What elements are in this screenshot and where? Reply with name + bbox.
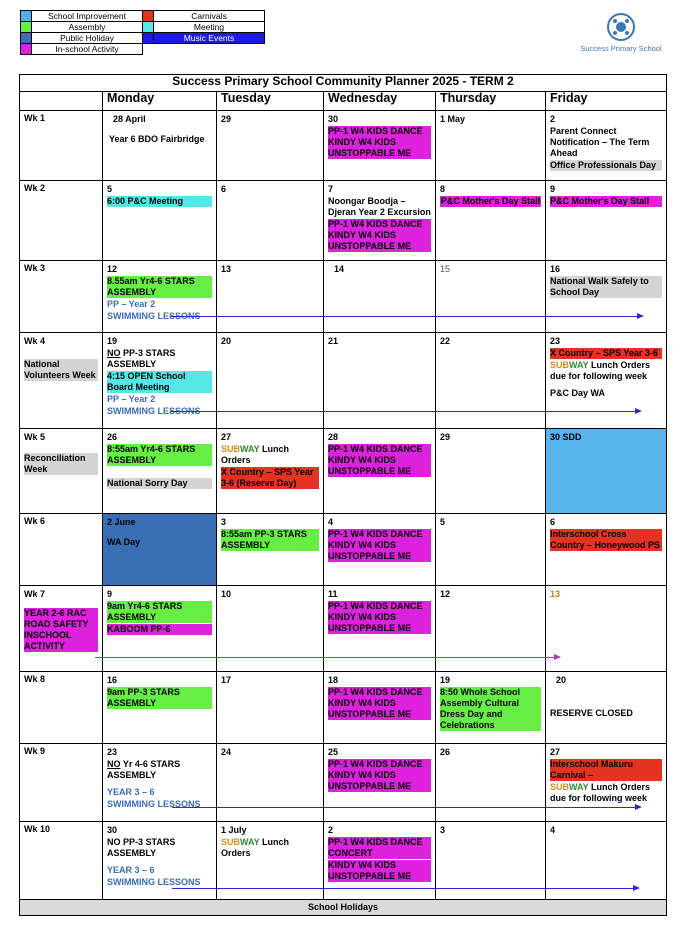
event-swimming: YEAR 3 – 6: [107, 865, 155, 875]
day-cell: [103, 261, 217, 333]
day-header-tuesday: Tuesday: [217, 92, 324, 111]
day-cell: [217, 181, 324, 261]
event: Noongar Boodja – Djeran Year 2 Excursion: [328, 196, 431, 217]
date: 8: [440, 184, 446, 194]
date: 16: [550, 264, 561, 274]
day-cell: [324, 672, 436, 744]
week-row: [20, 514, 667, 586]
day-cell: [217, 586, 324, 672]
event-swimming: YEAR 3 – 6: [107, 787, 155, 797]
date: 29: [221, 114, 232, 124]
date: 24: [221, 747, 232, 757]
date: 13: [221, 264, 232, 274]
date: 9: [550, 184, 556, 194]
day-cell: [546, 744, 667, 822]
day-cell: [436, 744, 546, 822]
event-swimming: SWIMMING LESSONS: [107, 799, 201, 809]
legend-label: Music Events: [154, 33, 265, 44]
event: NO PP-3 STARS ASSEMBLY: [107, 837, 176, 858]
date: 3: [221, 517, 227, 527]
date: 29: [440, 432, 451, 442]
date: 3: [440, 825, 446, 835]
date: 25: [328, 747, 339, 757]
date: 12: [440, 589, 451, 599]
event-text: Lunch Orders: [221, 444, 290, 465]
day-cell: [546, 181, 667, 261]
day-header-wednesday: Wednesday: [324, 92, 436, 111]
event-text: Lunch Orders due for following week: [550, 782, 651, 803]
legend-swatch-carnivals: [143, 11, 154, 22]
week-label: [20, 181, 103, 261]
date: 4: [550, 825, 556, 835]
date: 2: [550, 114, 556, 124]
school-logo: [575, 12, 667, 53]
event-swimming: SWIMMING LESSONS: [107, 311, 201, 321]
week-label: [20, 672, 103, 744]
date: 28: [328, 432, 339, 442]
day-cell: [436, 429, 546, 514]
date: 2 June: [107, 517, 136, 527]
date: 19: [440, 675, 451, 685]
week-label: [20, 586, 103, 672]
week-number: Wk 8: [24, 674, 46, 684]
date: 19: [107, 336, 118, 346]
school-logo-icon: [606, 12, 636, 42]
date: 18: [328, 675, 339, 685]
day-cell: [103, 744, 217, 822]
date: 10: [221, 589, 232, 599]
day-cell: [436, 672, 546, 744]
day-cell: [324, 181, 436, 261]
date: 5: [107, 184, 113, 194]
event-carnival: Interschool Makuru Carnival –: [550, 759, 662, 781]
date: 30: [107, 825, 118, 835]
date: 17: [221, 675, 232, 685]
legend-label: Meeting: [154, 22, 265, 33]
week-row: [20, 111, 667, 181]
date: 16: [107, 675, 118, 685]
event: [221, 837, 319, 859]
week-row: [20, 181, 667, 261]
event-in-school-activity: PP-1 W4 KIDS DANCE KINDY W4 KIDS UNSTOPPABLE ME: [328, 219, 431, 252]
event: [550, 360, 662, 382]
event-carnival: X Country – SPS Year 3-6 (Reserve Day): [221, 467, 319, 489]
swimming-continues-arrow: [170, 316, 642, 317]
event: [221, 444, 319, 466]
day-cell: [436, 514, 546, 586]
event-in-school-activity: PP-1 W4 KIDS DANCE CONCERT: [328, 837, 431, 859]
week-label: [20, 744, 103, 822]
school-holidays-footer: School Holidays: [20, 900, 667, 916]
date: 4: [328, 517, 334, 527]
date: 30 SDD: [550, 432, 582, 442]
event-text: Lunch Orders: [221, 837, 290, 858]
day-header-friday: Friday: [546, 92, 667, 111]
event-text: Yr 4-6 STARS ASSEMBLY: [107, 759, 181, 780]
legend-swatch-assembly: [21, 22, 32, 33]
week-row: [20, 672, 667, 744]
legend-swatch-school-improvement: [21, 11, 32, 22]
school-logo-name: Success Primary School: [580, 44, 662, 53]
event-text: PP-3 STARS ASSEMBLY: [107, 348, 176, 369]
week-number: Wk 7: [24, 589, 46, 599]
week-row: [20, 586, 667, 672]
day-cell: [546, 672, 667, 744]
date: 20: [556, 675, 567, 685]
event-assembly: 8:55am Yr4-6 STARS ASSEMBLY: [107, 444, 212, 466]
date: 23: [107, 747, 118, 757]
date: 12: [107, 264, 118, 274]
day-cell: [546, 586, 667, 672]
event-assembly: 8:55am PP-3 STARS ASSEMBLY: [221, 529, 319, 551]
event-text: Lunch Orders due for following week: [550, 360, 651, 381]
date: 2: [328, 825, 334, 835]
date: 15: [440, 264, 451, 274]
event-assembly: 8:50 Whole School Assembly Cultural Dress Day and Celebrations: [440, 687, 541, 731]
subway-way: WAY: [240, 837, 260, 847]
day-header-monday: Monday: [103, 92, 217, 111]
day-cell: [546, 111, 667, 181]
event-in-school-activity: PP-1 W4 KIDS DANCE KINDY W4 KIDS UNSTOPPABLE ME: [328, 601, 431, 634]
event-in-school-activity: PP-1 W4 KIDS DANCE KINDY W4 KIDS UNSTOPPABLE ME: [328, 759, 431, 792]
subway-sub: SUB: [221, 837, 241, 847]
day-cell: [103, 672, 217, 744]
event-swimming: PP – Year 2: [107, 394, 156, 404]
event-in-school-activity: PP-1 W4 KIDS DANCE KINDY W4 KIDS UNSTOPPABLE ME: [328, 529, 431, 562]
date: 26: [107, 432, 118, 442]
week-number: Wk 5: [24, 432, 46, 442]
event-observance: National Sorry Day: [107, 478, 212, 489]
day-cell: [103, 111, 217, 181]
week-row: [20, 333, 667, 429]
date: 26: [440, 747, 451, 757]
day-cell: [324, 514, 436, 586]
day-cell: [436, 586, 546, 672]
week-label: [20, 333, 103, 429]
planner-table: [19, 74, 667, 916]
week-row: [20, 429, 667, 514]
event-public-holiday: WA Day: [107, 537, 141, 547]
date: 20: [221, 336, 232, 346]
day-cell: [436, 111, 546, 181]
date: 14: [334, 264, 345, 274]
week-number: Wk 3: [24, 263, 46, 273]
event-no: NO: [107, 348, 121, 358]
day-cell: [103, 181, 217, 261]
date: 9: [107, 589, 113, 599]
day-cell: [324, 261, 436, 333]
event-in-school-activity: PP-1 W4 KIDS DANCE KINDY W4 KIDS UNSTOPPABLE ME: [328, 687, 431, 720]
event-no: NO: [107, 759, 121, 769]
date: 22: [440, 336, 451, 346]
event-in-school-activity: P&C Mother's Day Stall: [550, 196, 662, 207]
day-cell: [324, 744, 436, 822]
event-in-school-activity: PP-1 W4 KIDS DANCE KINDY W4 KIDS UNSTOPPABLE ME: [328, 444, 431, 477]
subway-way: WAY: [569, 782, 589, 792]
planner-title: Success Primary School Community Planner 2025 - TERM 2: [20, 75, 667, 92]
date: 6: [221, 184, 227, 194]
week-label: [20, 514, 103, 586]
day-cell: [217, 429, 324, 514]
event: P&C Day WA: [550, 388, 606, 398]
event-observance: National Walk Safely to School Day: [550, 276, 662, 298]
date: 27: [550, 747, 561, 757]
day-cell: [324, 333, 436, 429]
day-cell-public-holiday: [103, 514, 217, 586]
date: 5: [440, 517, 446, 527]
date: 6: [550, 517, 556, 527]
week-number: Wk 9: [24, 746, 46, 756]
day-cell: [103, 333, 217, 429]
week-label: [20, 111, 103, 181]
date: 28 April: [113, 114, 146, 124]
event: Parent Connect Notification – The Term Ahead: [550, 126, 650, 158]
road-safety-continues-arrow: [95, 657, 559, 658]
date: 11: [328, 589, 338, 599]
event-observance: Office Professionals Day: [550, 160, 662, 171]
date: 1 May: [440, 114, 466, 124]
event-in-school-activity: P&C Mother's Day Stall: [440, 196, 541, 206]
week-row: [20, 744, 667, 822]
week-note: Reconciliation Week: [24, 453, 98, 475]
day-cell: [217, 744, 324, 822]
day-cell: [436, 181, 546, 261]
week-number: Wk 10: [24, 824, 51, 834]
event: Year 6 BDO Fairbridge: [109, 134, 205, 144]
event: RESERVE CLOSED: [550, 708, 633, 718]
week-number: Wk 2: [24, 183, 46, 193]
day-cell: [546, 261, 667, 333]
legend-label: Public Holiday: [32, 33, 143, 44]
event-swimming: SWIMMING LESSONS: [107, 406, 201, 416]
swimming-continues-arrow: [172, 807, 640, 808]
date: 7: [328, 184, 334, 194]
day-cell: [546, 333, 667, 429]
legend: [20, 10, 265, 55]
date: 1 July: [221, 825, 247, 835]
week-row: [20, 261, 667, 333]
header-blank: [20, 92, 103, 111]
event-assembly: 9am Yr4-6 STARS ASSEMBLY: [107, 601, 212, 623]
day-cell: [217, 261, 324, 333]
day-cell: [217, 514, 324, 586]
subway-sub: SUB: [221, 444, 241, 454]
event-assembly: 9am PP-3 STARS ASSEMBLY: [107, 687, 212, 709]
day-cell: [324, 111, 436, 181]
event-in-school-activity: KINDY W4 KIDS UNSTOPPABLE ME: [328, 860, 431, 882]
event-carnival: Interschool Cross Country – Honeywood PS: [550, 529, 661, 550]
legend-swatch-music-events: [143, 33, 154, 44]
day-header-thursday: Thursday: [436, 92, 546, 111]
day-cell: [217, 333, 324, 429]
date: 21: [328, 336, 339, 346]
day-cell: [217, 111, 324, 181]
week-label: [20, 261, 103, 333]
event-swimming: PP – Year 2: [107, 299, 156, 309]
legend-label: Carnivals: [154, 11, 265, 22]
day-cell: [324, 586, 436, 672]
subway-sub: SUB: [550, 360, 570, 370]
event-assembly: 8.55am Yr4-6 STARS ASSEMBLY: [107, 276, 212, 298]
event-in-school-activity: KABOOM PP-6: [107, 624, 212, 635]
event-meeting: 4:15 OPEN School Board Meeting: [107, 371, 212, 393]
legend-label: Assembly: [32, 22, 143, 33]
subway-way: WAY: [240, 444, 260, 454]
event: [550, 782, 662, 804]
legend-label: School Improvement: [32, 11, 143, 22]
day-cell: [436, 333, 546, 429]
week-number: Wk 1: [24, 113, 46, 123]
legend-swatch-in-school-activity: [21, 44, 32, 55]
date: 30: [328, 114, 339, 124]
swimming-continues-arrow: [170, 411, 640, 412]
week-number: Wk 4: [24, 336, 46, 346]
day-cell-school-development-day: [546, 429, 667, 514]
date: 23: [550, 336, 561, 346]
event-meeting: 6:00 P&C Meeting: [107, 196, 212, 207]
date: 13: [550, 589, 561, 599]
day-cell: [546, 514, 667, 586]
legend-label: In-school Activity: [32, 44, 143, 55]
swimming-continues-arrow: [172, 888, 638, 889]
subway-sub: SUB: [550, 782, 570, 792]
day-cell: [103, 586, 217, 672]
day-cell: [324, 429, 436, 514]
event-carnival: X Country – SPS Year 3-6: [550, 348, 662, 359]
event-swimming: SWIMMING LESSONS: [107, 877, 201, 887]
legend-swatch-public-holiday: [21, 33, 32, 44]
day-cell: [103, 429, 217, 514]
date: 27: [221, 432, 232, 442]
day-cell: [436, 261, 546, 333]
event: [107, 759, 212, 781]
week-note: National Volunteers Week: [24, 359, 98, 381]
day-cell: [217, 672, 324, 744]
legend-swatch-meeting: [143, 22, 154, 33]
week-note: YEAR 2-6 RAC ROAD SAFETY INSCHOOL ACTIVITY: [24, 608, 98, 652]
event: [107, 348, 212, 370]
event-in-school-activity: PP-1 W4 KIDS DANCE KINDY W4 KIDS UNSTOPPABLE ME: [328, 126, 431, 159]
week-label: [20, 822, 103, 900]
subway-way: WAY: [569, 360, 589, 370]
week-number: Wk 6: [24, 516, 46, 526]
week-label: [20, 429, 103, 514]
